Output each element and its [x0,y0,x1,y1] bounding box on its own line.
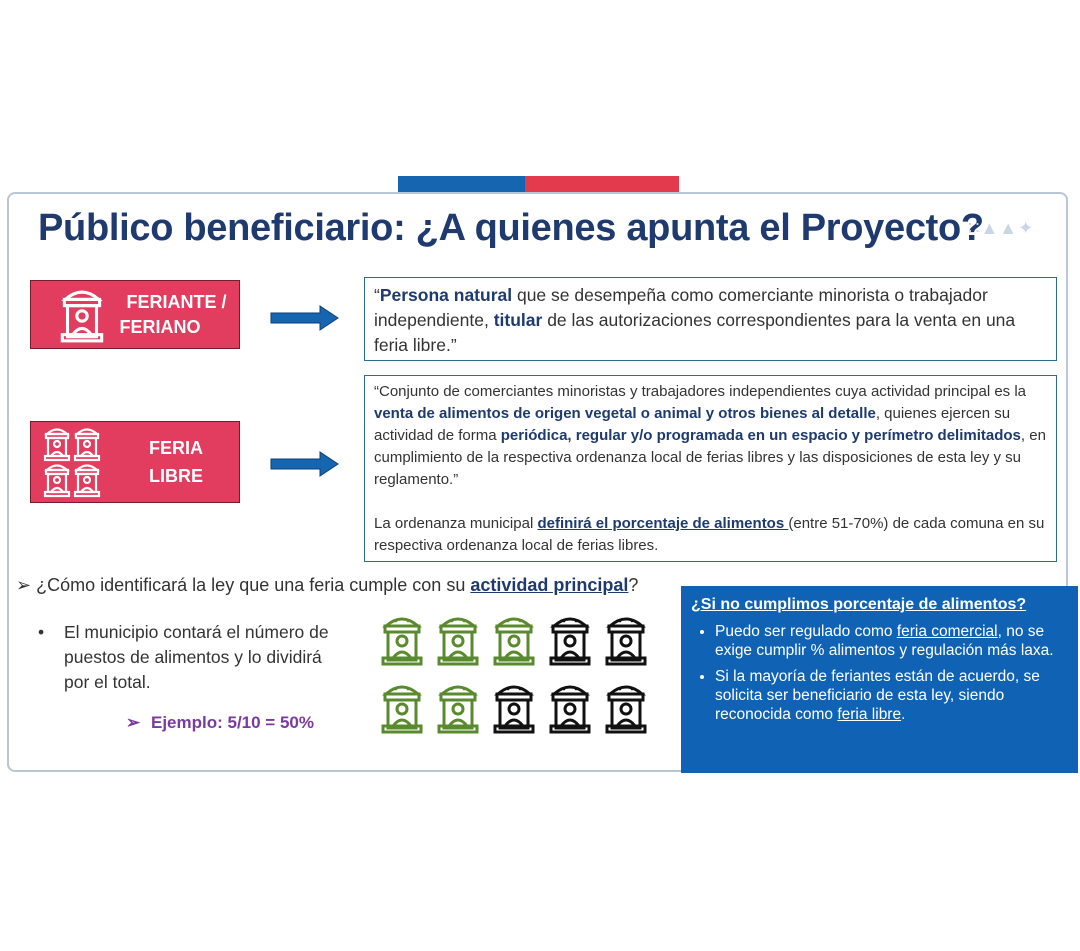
definition-text: , quienes ejercen su actividad de forma [374,405,1011,444]
food-stall-icon [436,682,480,738]
definition-bold: Persona natural [379,285,513,305]
example-line [126,713,314,733]
definition-paragraph [374,381,1047,491]
feriante-definition-box [364,277,1057,361]
feria-libre-tag [30,421,240,503]
bullet-text: El municipio contará el número de puestos de alimentos y lo dividirá por el total. [64,622,329,692]
definition-text: “Conjunto de comerciantes minoristas y trabajadores independientes cuya actividad principal es la [374,383,1027,400]
item-text: Puedo ser regulado como [715,623,897,640]
arrow-bullet-icon: ➢ [16,575,32,595]
item-underlined: feria libre [837,706,902,723]
other-stall-icon [492,682,536,738]
arrow-right-icon [270,305,340,331]
market-stall-icon [57,287,107,345]
definition-text: de las autorizaciones correspondientes para la venta en una feria libre.” [374,310,1016,355]
food-stall-icon [436,614,480,670]
item-text: . [901,706,906,723]
definition-bold: venta de alimentos de origen vegetal o animal y otros bienes al detalle [374,405,876,422]
question-end: ? [628,575,639,595]
decorative-sparkle-icon: ∷▲▲✦ [968,218,1035,238]
other-stall-icon [604,614,648,670]
definition-text: que se desempeña como comerciante minorista o trabajador independiente, [374,285,988,330]
feria-libre-definition-box [364,375,1057,562]
definition-bold: titular [493,310,543,330]
definition-bold: periódica, regular y/o programada en un espacio y perímetro delimitados [500,427,1021,444]
question-bold: actividad principal [470,575,629,595]
arrow-right-icon [270,451,340,477]
other-stall-icon [548,614,592,670]
stalls-grid [380,614,650,740]
item-text: , no se exige cumplir % alimentos y regulación más laxa. [715,623,1054,659]
item-underlined: feria comercial [896,623,998,640]
food-stall-icon [380,682,424,738]
definition-text: “ [374,285,380,305]
food-stall-icon [380,614,424,670]
flag-stripe-red [525,176,679,193]
flag-stripe-blue [398,176,525,193]
municipio-bullet [38,620,338,695]
definition-text: , en cumplimiento de la respectiva ordenanza local de ferias libres y las disposiciones de esta ley y su reglamento.” [374,427,1046,488]
question-line [16,575,638,596]
ordinance-bold: definirá el porcentaje de alimentos [537,515,789,532]
list-item [715,622,1068,660]
feria-label-line1: FERIA [149,438,203,458]
arrow-bullet-icon: ➢ [126,713,141,732]
question-text: ¿Cómo identificará la ley que una feria cumple con su [36,575,471,595]
ordinance-text: La ordenanza municipal [374,515,538,532]
alternative-heading: ¿Si no cumplimos porcentaje de alimentos? [691,596,1027,613]
item-text: Si la mayoría de feriantes están de acuerdo, se solicita ser beneficiario de esta ley, siendo reconocida como [715,668,1040,723]
ordinance-text: (entre 51-70%) de cada comuna en su respectiva ordenanza local de ferias libres. [374,515,1045,554]
market-stalls-icon [43,428,103,498]
bullet-dot: • [38,622,45,642]
feria-label-line2: LIBRE [149,466,203,486]
example-text: Ejemplo: 5/10 = 50% [150,713,314,732]
food-stall-icon [492,614,536,670]
other-stall-icon [548,682,592,738]
alternative-box [681,586,1078,773]
feriante-label-line2: FERIANO [119,317,201,337]
slide-title: Público beneficiario: ¿A quienes apunta el Proyecto? [38,207,984,249]
ordinance-paragraph [374,513,1047,557]
feriante-label-line1: FERIANTE / [126,292,227,312]
other-stall-icon [604,682,648,738]
alternative-list [691,622,1068,724]
feriante-tag [30,280,240,349]
list-item [715,667,1068,724]
